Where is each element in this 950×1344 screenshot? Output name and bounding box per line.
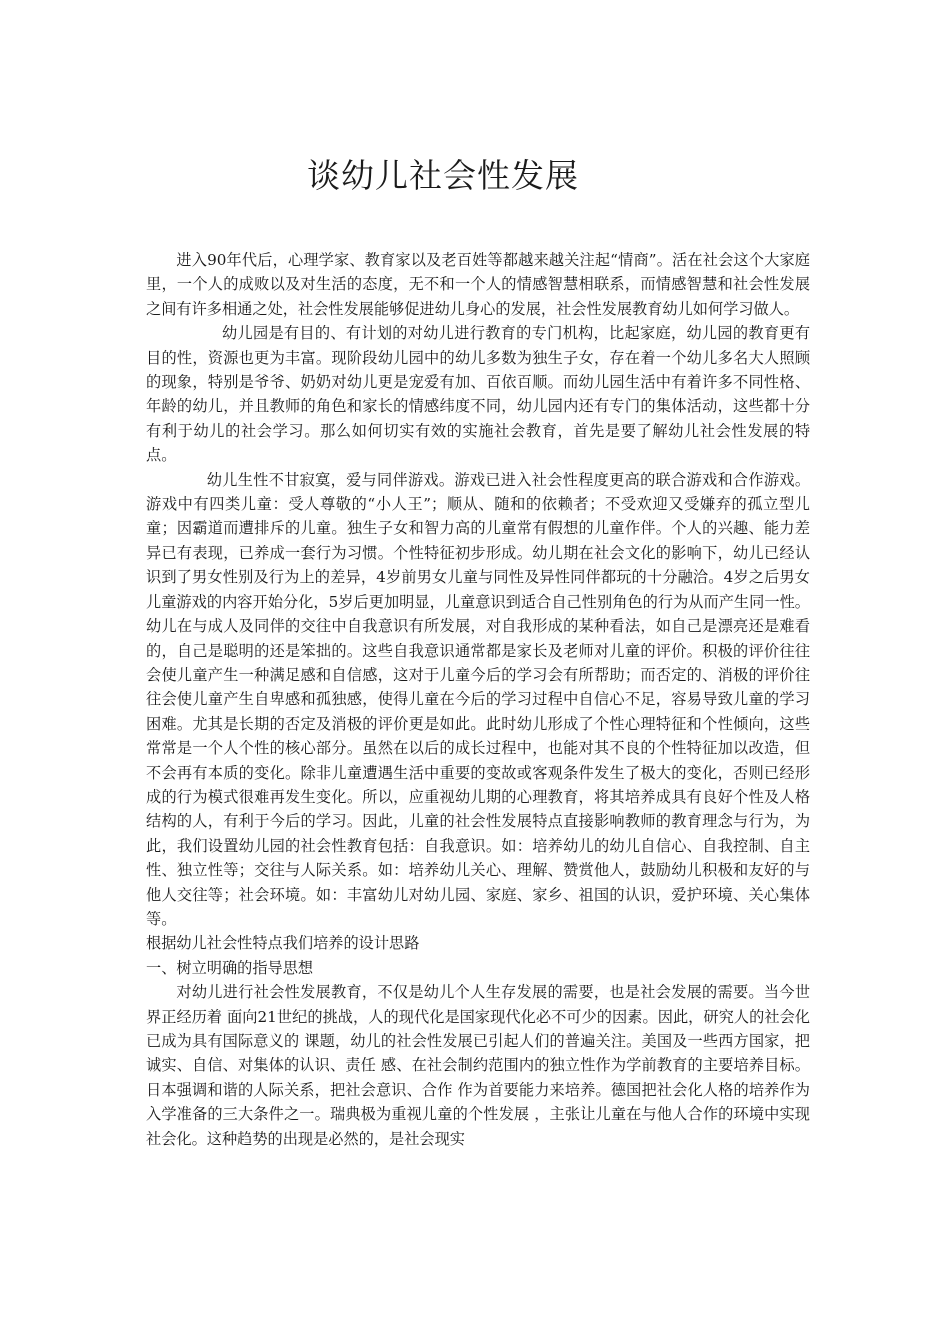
section-heading-design: 根据幼儿社会性特点我们培养的设计思路 bbox=[146, 934, 420, 953]
paragraph-intro: 进入90年代后，心理学家、教育家以及老百姓等都越来越关注起“情商”。活在社会这个大家庭里，一个人的成败以及对生活的态度，无不和一个人的情感智慧相联系，而情感智慧和社会性发展之间有许多相通之处，社会性发展能够促进幼儿身心的发展，社会性发展教育幼儿如何学习做人。 bbox=[146, 251, 810, 318]
document-title: 谈幼儿社会性发展 bbox=[307, 156, 579, 195]
paragraph-guidance: 对幼儿进行社会性发展教育，不仅是幼儿个人生存发展的需要，也是社会发展的需要。当今世界正经历着 面向21世纪的挑战，人的现代化是国家现代化必不可少的因素。因此，研究人的社会化已成为具有国际意义的 课题，幼儿的社会性发展已引起人们的普遍关注。美国及一些西方国家，把诚实、自信、对集体的认识、责任 感、在社会制约范围内的独立性作为学前教育的主要培养目标。日本强调和谐的人际关系，把社会意识、合作 作为首要能力来培养。德国把社会化人格的培养作为入学准备的三大条件之一。瑞典极为重视儿童的个性发展 ，主张让儿童在与他人合作的环境中实现社会化。这种趋势的出现是必然的，是社会现实 bbox=[146, 983, 810, 1148]
document-body bbox=[146, 248, 810, 1151]
paragraph-kindergarten: 幼儿园是有目的、有计划的对幼儿进行教育的专门机构，比起家庭，幼儿园的教育更有目的性，资源也更为丰富。现阶段幼儿园中的幼儿多数为独生子女，存在着一个幼儿多名大人照顾的现象，特别是爷爷、奶奶对幼儿更是宠爱有加、百依百顺。而幼儿园生活中有着许多不同性格、年龄的幼儿，并且教师的角色和家长的情感纬度不同，幼儿园内还有专门的集体活动，这些都十分有利于幼儿的社会学习。那么如何切实有效的实施社会教育，首先是要了解幼儿社会性发展的特点。 bbox=[146, 324, 810, 465]
subsection-heading-guidance: 一、树立明确的指导思想 bbox=[146, 958, 314, 977]
paragraph-characteristics: 幼儿生性不甘寂寞，爱与同伴游戏。游戏已进入社会性程度更高的联合游戏和合作游戏。游戏中有四类儿童：受人尊敬的“小人王”；顺从、随和的依赖者；不受欢迎又受嫌弃的孤立型儿童；因霸道而遭排斥的儿童。独生子女和智力高的儿童常有假想的儿童作伴。个人的兴趣、能力差异已有表现，已养成一套行为习惯。个性特征初步形成。幼儿期在社会文化的影响下，幼儿已经认识到了男女性别及行为上的差异，4岁前男女儿童与同性及异性同伴都玩的十分融洽。4岁之后男女儿童游戏的内容开始分化，5岁后更加明显，儿童意识到适合自己性别角色的行为从而产生同一性。幼儿在与成人及同伴的交往中自我意识有所发展，对自我形成的某种看法，如自己是漂亮还是难看的，自己是聪明的还是笨拙的。这些自我意识通常都是家长及老师对儿童的评价。积极的评价往往会使儿童产生一种满足感和自信感，这对于儿童今后的学习会有所帮助；而否定的、消极的评价往往会使儿童产生自卑感和孤独感，使得儿童在今后的学习过程中自信心不足，容易导致儿童的学习困难。尤其是长期的否定及消极的评价更是如此。此时幼儿形成了个性心理特征和个性倾向，这些常常是一个人个性的核心部分。虽然在以后的成长过程中，也能对其不良的个性特征加以改造，但不会再有本质的变化。除非儿童遭遇生活中重要的变故或客观条件发生了极大的变化，否则已经形成的行为模式很难再发生变化。所以，应重视幼儿期的心理教育，将其培养成具有良好个性及人格结构的人，有利于今后的学习。因此，儿童的社会性发展特点直接影响教师的教育理念与行为，为此，我们设置幼儿园的社会性教育包括：自我意识。如：培养幼儿的幼儿自信心、自我控制、自主性、独立性等；交往与人际关系。如：培养幼儿关心、理解、赞赏他人，鼓励幼儿积极和友好的与他人交往等；社会环境。如：丰富幼儿对幼儿园、家庭、家乡、祖国的认识，爱护环境、关心集体等。 bbox=[146, 470, 810, 928]
